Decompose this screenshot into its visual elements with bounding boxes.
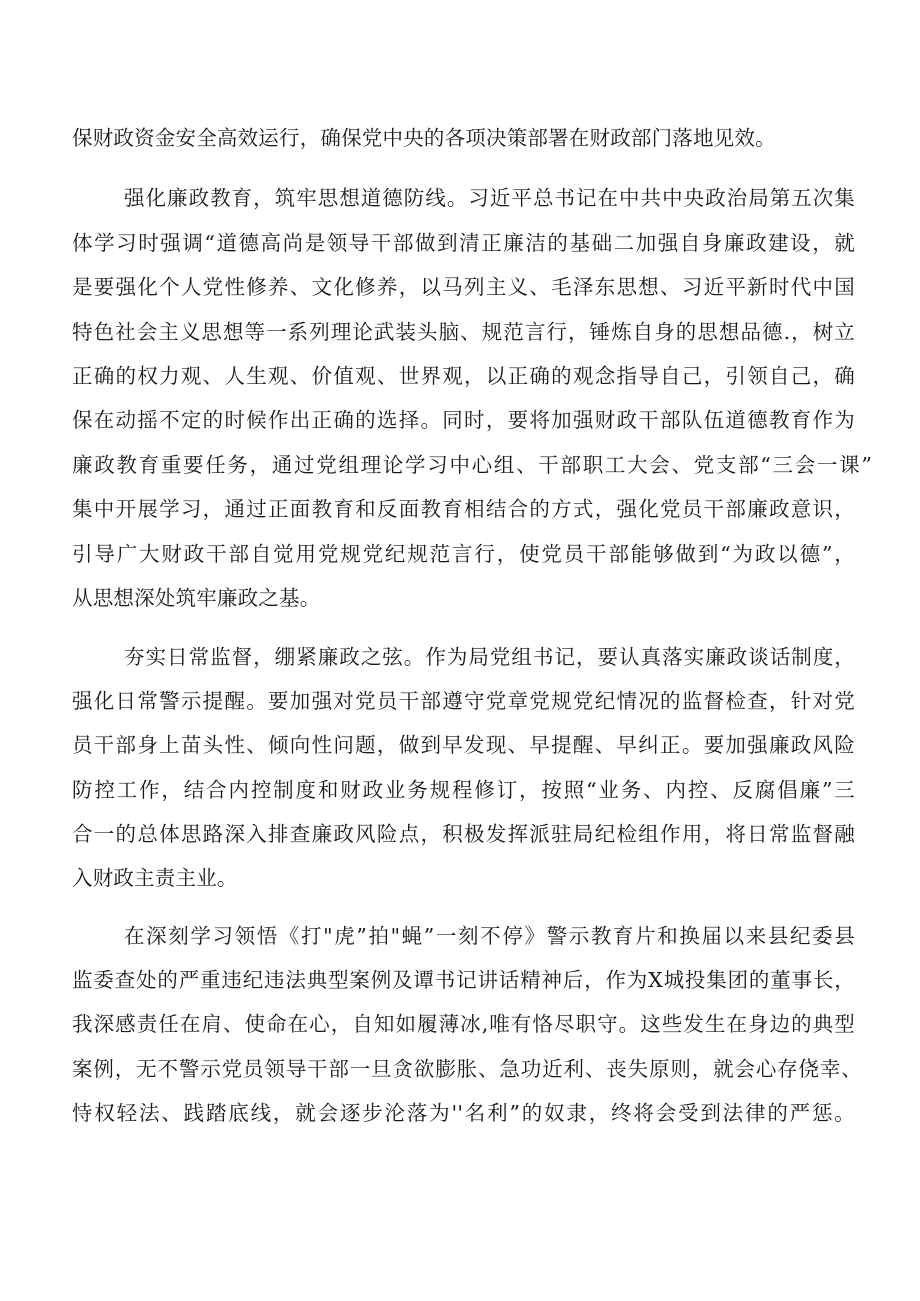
paragraph-2-line-2: 体学习时强调“道德高尚是领导干部做到清正廉洁的基础二加强自身廉政建设，就 xyxy=(72,231,855,255)
paragraph-4-line-4: 案例，无不警示党员领导干部一旦贪欲膨胀、急功近利、丧失原则，就会心存侥幸、 xyxy=(72,1057,862,1081)
paragraph-2-line-9: 引导广大财政干部自觉用党规党纪规范言行，使党员干部能够做到“为政以德”， xyxy=(72,542,855,566)
paragraph-3-line-3: 员干部身上苗头性、倾向性问题，做到早发现、早提醒、早纠正。要加强廉政风险 xyxy=(72,733,855,757)
paragraph-2-line-4: 特色社会主义思想等一系列理论武装头脑、规范言行，锤炼自身的思想品德.，树立 xyxy=(72,320,855,344)
paragraph-3-line-1: 夯实日常监督，绷紧廉政之弦。作为局党组书记，要认真落实廉政谈话制度， xyxy=(124,645,855,669)
paragraph-2-line-7: 廉政教育重要任务，通过党组理论学习中心组、干部职工大会、党支部“三会一课” xyxy=(72,453,872,477)
paragraph-2-line-10: 从思想深处筑牢廉政之基。 xyxy=(72,586,321,610)
paragraph-3-line-4: 防控工作，结合内控制度和财政业务规程修订，按照“业务、内控、反腐倡廉”三 xyxy=(72,778,855,802)
paragraph-1-line-1: 保财政资金安全高效运行，确保党中央的各项决策部署在财政部门落地见效。 xyxy=(72,126,776,150)
paragraph-3-line-5: 合一的总体思路深入排查廉政风险点，积极发挥派驻局纪检组作用，将日常监督融 xyxy=(72,822,855,846)
paragraph-2-line-8: 集中开展学习，通过正面教育和反面教育相结合的方式，强化党员干部廉政意识， xyxy=(72,497,855,521)
paragraph-4-line-1: 在深刻学习领悟《打"虎”拍"蝇”一刻不停》警示教育片和换届以来县纪委县 xyxy=(124,924,855,948)
paragraph-2-line-5: 正确的权力观、人生观、价值观、世界观，以正确的观念指导自己，引领自己，确 xyxy=(72,364,855,388)
paragraph-4-line-5: 恃权轻法、践踏底线，就会逐步沦落为''名利”的奴隶，终将会受到法律的严惩。 xyxy=(72,1101,855,1125)
paragraph-3-line-6: 入财政主责主业。 xyxy=(72,866,238,890)
paragraph-2-line-1: 强化廉政教育，筑牢思想道德防线。习近平总书记在中共中央政治局第五次集 xyxy=(124,186,855,210)
paragraph-4-line-2: 监委查处的严重违纪违法典型案例及谭书记讲话精神后，作为X城投集团的董事长， xyxy=(72,968,855,992)
paragraph-4-line-3: 我深感责任在肩、使命在心，自知如履薄冰,唯有恪尽职守。这些发生在身边的典型 xyxy=(72,1012,855,1036)
paragraph-3-line-2: 强化日常警示提醒。要加强对党员干部遵守党章党规党纪情况的监督检查，针对党 xyxy=(72,689,855,713)
paragraph-2-line-3: 是要强化个人党性修养、文化修养，以马列主义、毛泽东思想、习近平新时代中国 xyxy=(72,275,855,299)
paragraph-2-line-6: 保在动摇不定的时候作出正确的选择。同时，要将加强财政干部队伍道德教育作为 xyxy=(72,408,855,432)
